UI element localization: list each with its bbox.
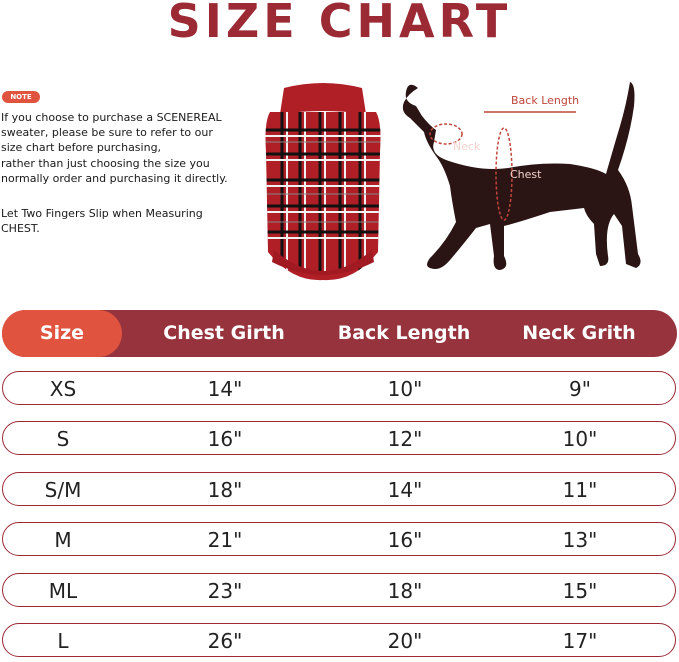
size-cell: L: [57, 629, 69, 653]
chest-cell: 18": [207, 478, 243, 502]
neck-cell: 10": [562, 427, 598, 451]
neck-cell: 13": [562, 528, 598, 552]
note-text: If you choose to purchase a SCENEREAL sweater, please be sure to refer to our size chart before purchasing, rather than just choosing the size you normally order and purchasing it directly.: [1, 111, 228, 185]
chest-cell: 16": [207, 427, 243, 451]
page-title: SIZE CHART: [167, 0, 512, 48]
back-length-label: Back Length: [511, 94, 580, 107]
back-cell: 16": [387, 528, 423, 552]
header-chest-girth: Chest Girth: [163, 322, 285, 344]
size-cell: XS: [49, 377, 77, 401]
table-row: [2, 371, 676, 405]
table-row: [2, 421, 676, 455]
back-cell: 20": [387, 629, 423, 653]
table-row: [2, 623, 676, 657]
size-cell: S/M: [44, 478, 82, 502]
header-neck-girth: Neck Grith: [522, 322, 636, 344]
size-cell: M: [54, 528, 72, 552]
sweater-image: [262, 82, 384, 282]
back-cell: 14": [387, 478, 423, 502]
neck-cell: 11": [562, 478, 598, 502]
note-badge: NOTE: [2, 91, 40, 103]
neck-cell: 9": [569, 377, 591, 401]
back-cell: 10": [387, 377, 423, 401]
neck-cell: 17": [562, 629, 598, 653]
table-row: [2, 472, 676, 506]
back-cell: 12": [387, 427, 423, 451]
table-header: [2, 310, 677, 357]
chest-cell: 14": [207, 377, 243, 401]
size-cell: ML: [48, 579, 78, 603]
neck-label: Neck: [453, 140, 481, 153]
chest-cell: 26": [207, 629, 243, 653]
header-size: Size: [39, 322, 85, 344]
chest-cell: 23": [207, 579, 243, 603]
chest-cell: 21": [207, 528, 243, 552]
measuring-tip-text: Let Two Fingers Slip when Measuring CHEST.: [1, 207, 203, 236]
neck-cell: 15": [562, 579, 598, 603]
header-back-length: Back Length: [337, 322, 471, 344]
size-cell: S: [56, 427, 70, 451]
table-row: [2, 573, 676, 607]
chest-label: Chest: [510, 168, 542, 181]
back-cell: 18": [387, 579, 423, 603]
table-row: [2, 522, 676, 556]
